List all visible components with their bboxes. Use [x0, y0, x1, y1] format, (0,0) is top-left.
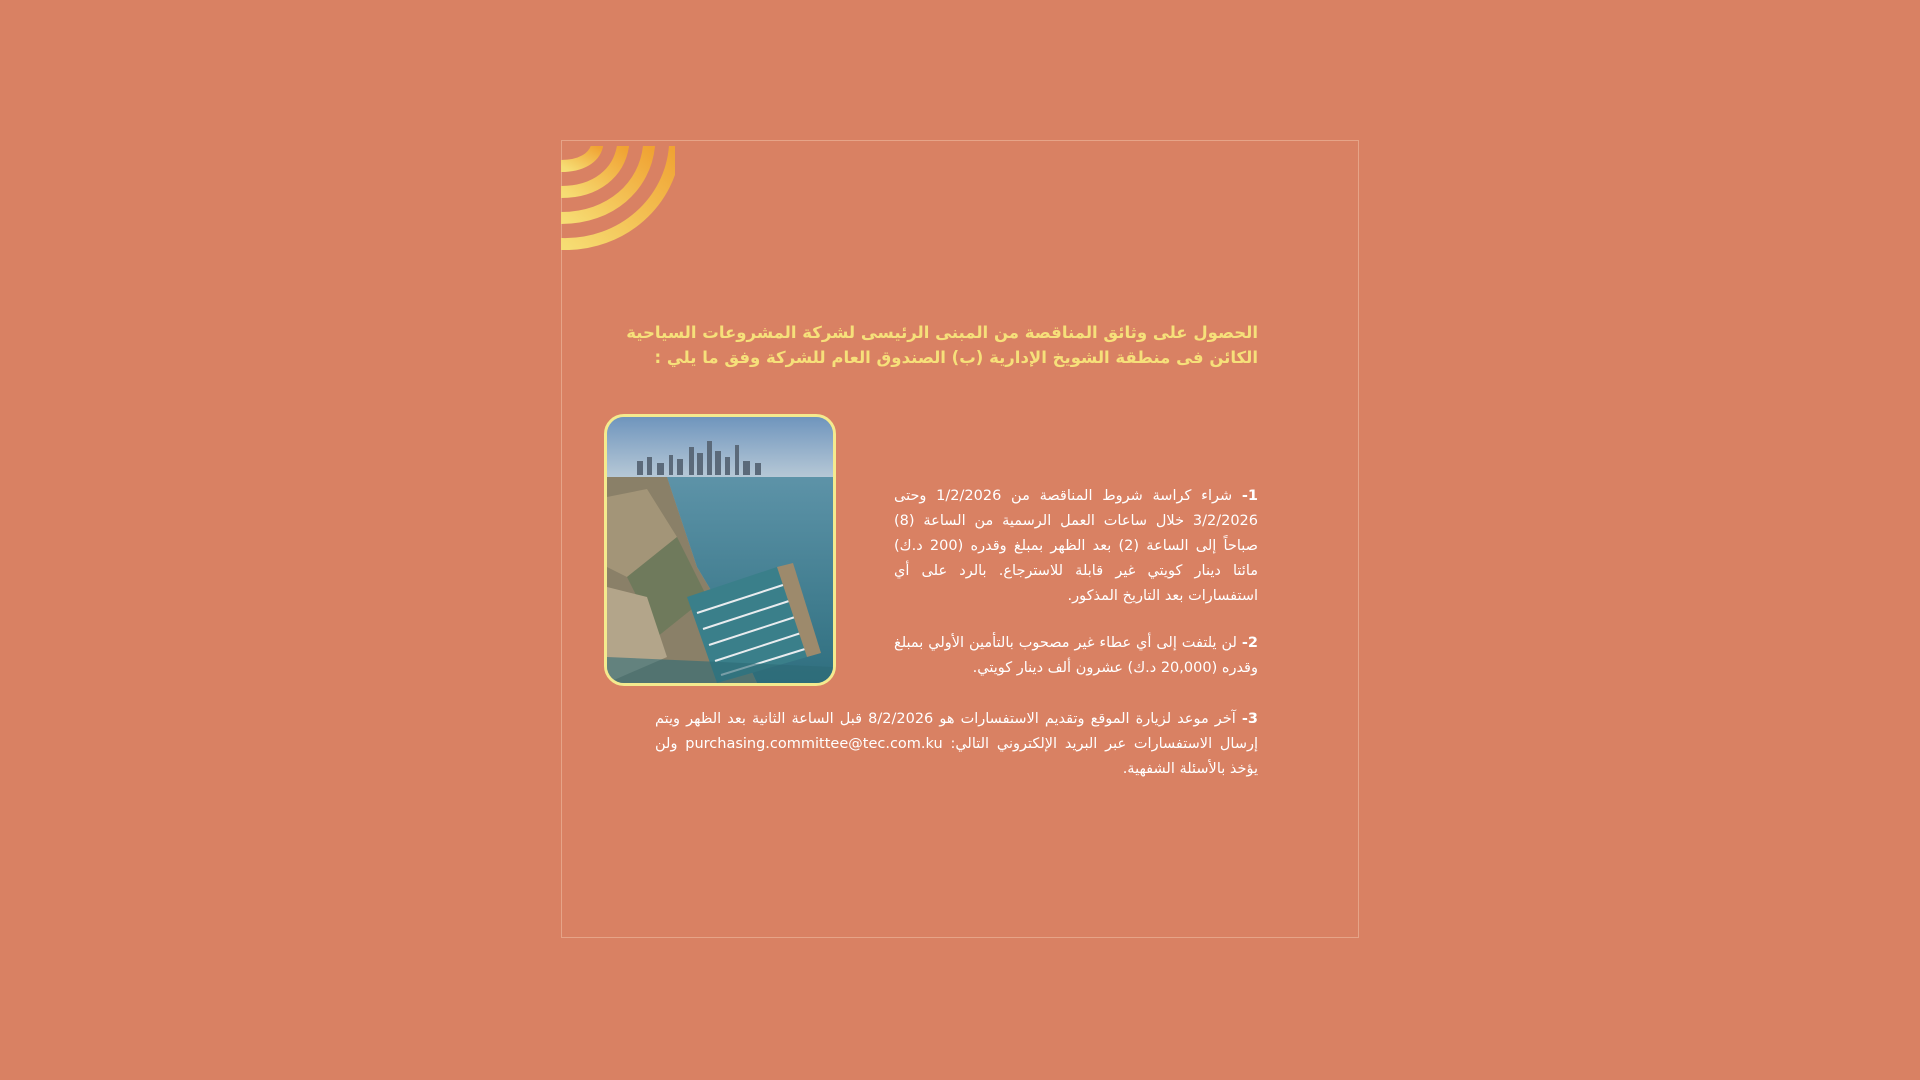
condition-1-text: شراء كراسة شروط المناقصة من 1/2/2026 وحتى 3/2/2026 خلال ساعات العمل الرسمية من الساعة (8) صباحاً إلى الساعة (2) بعد الظهر بمبلغ وقدره (200 د.ك) مائتا دينار كويتي غير قابلة للاسترجاع. بالرد على أي استفسارات بعد التاريخ المذكور.	[894, 488, 1258, 604]
condition-3-number: 3-	[1241, 711, 1259, 727]
condition-2-text: لن يلتفت إلى أي عطاء غير مصحوب بالتأمين الأولي بمبلغ وقدره (20,000 د.ك) عشرون ألف دينار كويتي.	[894, 635, 1258, 676]
tender-condition-1	[894, 484, 1258, 609]
contact-email-link[interactable]: purchasing.committee@tec.com.ku	[685, 736, 943, 752]
condition-3-note: ولن يؤخذ بالأسئلة الشفهية.	[655, 736, 1258, 777]
condition-2-number: 2-	[1241, 635, 1258, 651]
concentric-arcs-logo-icon	[561, 146, 675, 250]
intro-heading: الحصول على وثائق المناقصة من المبنى الرئيسى لشركة المشروعات السياحية الكائن فى منطقة الشويخ الإدارية (ب) الصندوق العام للشركة وفق ما يلي :	[626, 323, 1258, 367]
tender-condition-3	[655, 707, 1258, 782]
condition-3-text: آخر موعد لزيارة الموقع وتقديم الاستفسارات هو 8/2/2026 قبل الساعة الثانية بعد الظهر ويتم إرسال الاستفسارات عبر البريد الإلكتروني التالي:	[655, 711, 1258, 752]
marina-aerial-photo-icon	[604, 414, 836, 686]
condition-1-number: 1-	[1241, 488, 1258, 504]
tender-condition-2	[894, 631, 1258, 681]
